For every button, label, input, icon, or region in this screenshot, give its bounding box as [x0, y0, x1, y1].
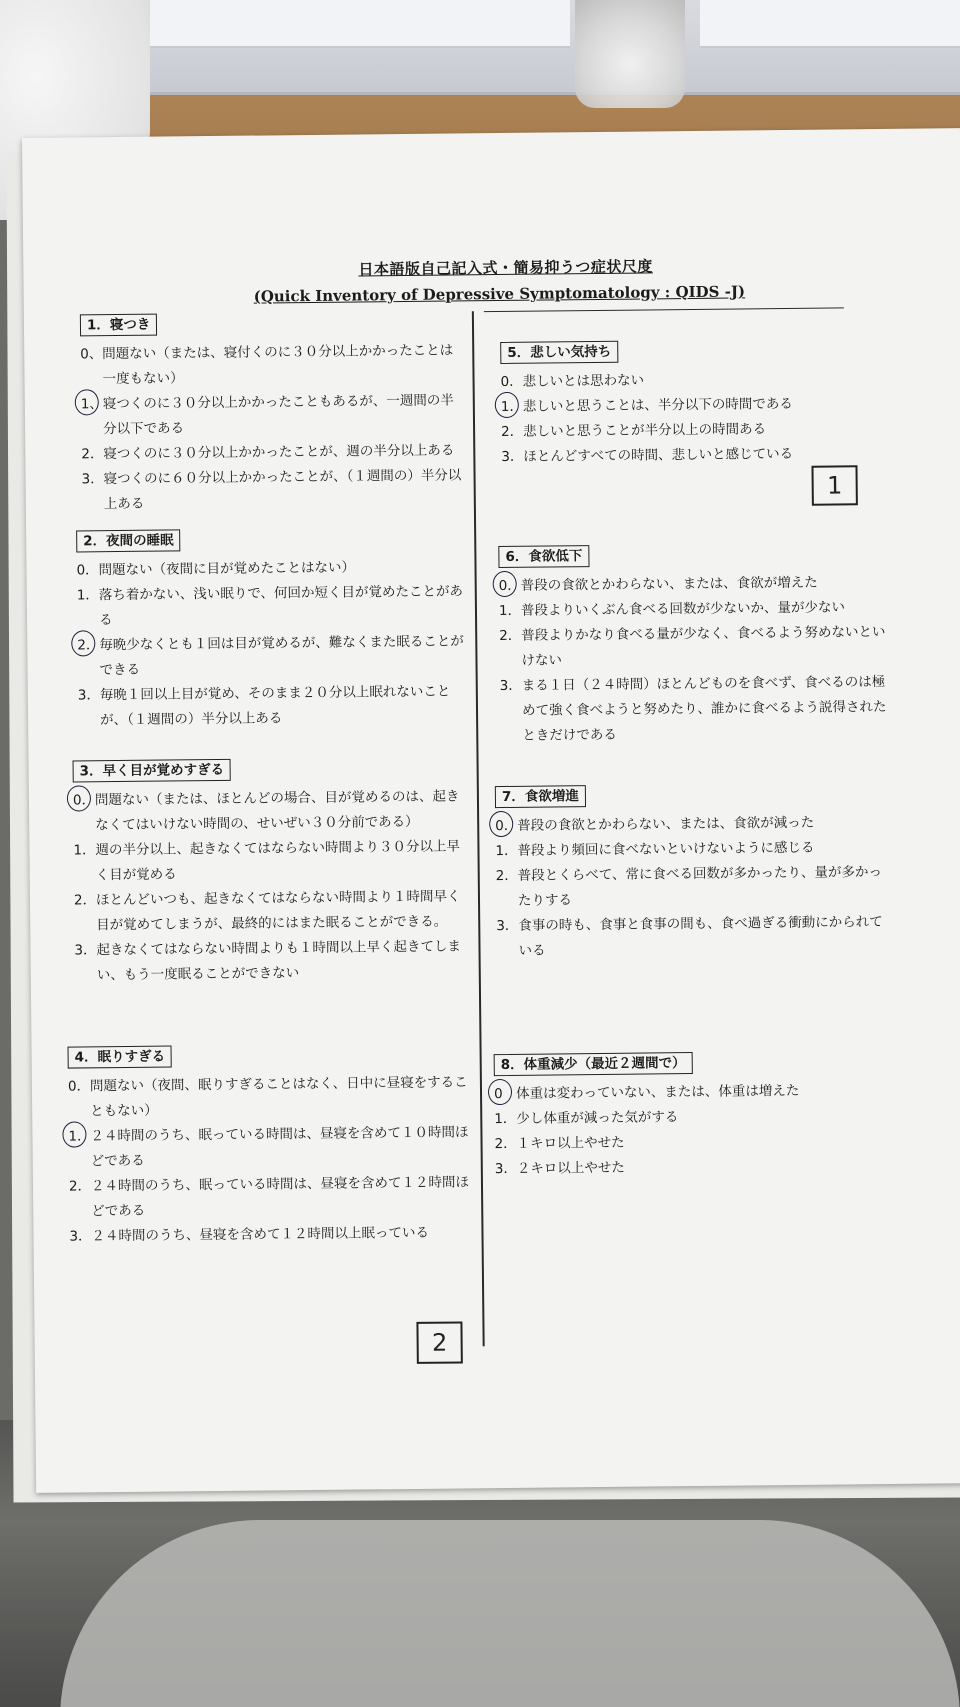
option-number: 2．	[499, 627, 522, 645]
binder-ring	[575, 0, 685, 108]
option-item[interactable]	[74, 934, 471, 988]
option-number: 3．	[77, 687, 101, 704]
option-number: 2．	[77, 633, 99, 658]
option-number: 0．	[73, 788, 95, 813]
section-title: 1．寝つき	[80, 314, 158, 337]
option-number: 1．	[73, 842, 96, 859]
section-title: 3．早く目が覚めすぎる	[73, 759, 232, 783]
section-title: 8．体重減少（最近２週間で）	[494, 1052, 693, 1076]
option-text: １キロ以上やせた	[516, 1134, 625, 1152]
questionnaire-sheet	[22, 128, 960, 1493]
option-number: 0．	[500, 373, 523, 391]
option-item-selected[interactable]	[73, 784, 470, 838]
section-sleep-onset	[80, 309, 467, 517]
document-title-ja: 日本語版自己記入式・簡易抑うつ症状尺度	[358, 257, 653, 279]
option-item[interactable]	[69, 1220, 469, 1249]
option-number: 0、	[80, 346, 103, 363]
option-item-selected[interactable]	[68, 1120, 469, 1174]
option-text: まる１日（２４時間）ほとんどものを食べず、食べるのは極めて強く食べようと努めたり、誰かに食べるよう説得されたときだけである	[521, 673, 887, 744]
option-item[interactable]	[69, 1170, 470, 1224]
option-number: 0	[494, 1082, 516, 1107]
option-number: 1、	[81, 392, 103, 417]
option-item[interactable]	[77, 579, 468, 633]
option-text: 寝つくのに３０分以上かかったことが、週の半分以上ある	[103, 442, 455, 463]
section-appetite-increase	[495, 781, 893, 964]
option-item-selected[interactable]	[81, 388, 467, 442]
section-night-sleep	[76, 525, 468, 733]
option-number: 3．	[81, 471, 104, 488]
option-item[interactable]	[68, 1070, 469, 1124]
option-number: 1．	[68, 1124, 90, 1149]
option-text: 起きなくてはならない時間よりも１時間以上早く起きてしまい、もう一度眠ることができない	[96, 938, 462, 984]
option-text: ２４時間のうち、眠っている時間は、昼寝を含めて１２時間ほどである	[90, 1174, 470, 1220]
section-sadness	[500, 337, 881, 470]
section-weight-loss	[494, 1049, 885, 1182]
option-item[interactable]	[80, 338, 466, 392]
option-text: 悲しいと思うことが半分以上の時間ある	[523, 421, 767, 440]
option-text: ほとんどすべての時間、悲しいと感じている	[523, 445, 794, 465]
option-number: 2．	[73, 892, 97, 909]
option-item[interactable]	[74, 884, 471, 938]
header-rule	[484, 307, 844, 312]
option-item[interactable]	[81, 463, 467, 517]
option-number: 3．	[501, 448, 524, 465]
option-text: 毎晩１回以上目が覚め、そのまま２０分以上眠れないことが、（１週間の）半分以上ある	[99, 683, 451, 729]
option-text: 普段とくらべて、常に食べる回数が多かったり、量が多かったりする	[517, 864, 883, 909]
option-number: 3．	[496, 917, 519, 935]
option-item-selected[interactable]	[77, 629, 468, 683]
option-number: 1．	[498, 602, 522, 620]
option-number: 3．	[499, 677, 522, 695]
option-number: 3．	[69, 1228, 92, 1245]
option-number: 3．	[74, 942, 97, 959]
option-text: 毎晩少なくとも１回は目が覚めるが、難なくまた眠ることができる	[99, 633, 464, 679]
section-early-waking	[73, 755, 471, 988]
option-item[interactable]	[500, 670, 891, 749]
option-number: 2．	[494, 1135, 517, 1153]
option-number: 2．	[68, 1178, 92, 1195]
option-text: 落ち着かない、浅い眠りで、何回か短く目が覚めたことがある	[98, 583, 464, 629]
section-appetite-decrease	[498, 541, 890, 749]
option-number: 3．	[494, 1160, 517, 1178]
option-item[interactable]	[496, 910, 893, 964]
option-text: ２キロ以上やせた	[516, 1159, 625, 1177]
option-text: ２４時間のうち、昼寝を含めて１２時間以上眠っている	[91, 1224, 430, 1245]
binder-sheet-right	[700, 0, 960, 48]
score-box-left: 2	[416, 1321, 462, 1363]
option-number: 0．	[499, 574, 521, 599]
option-number: 2．	[495, 867, 518, 885]
option-text: 寝つくのに３０分以上かかったこともあるが、一週間の半分以下である	[102, 392, 454, 438]
option-text: 問題ない（または、寝付くのに３０分以上かかったことは一度もない）	[102, 342, 454, 388]
option-number: 0．	[67, 1078, 91, 1095]
option-text: 問題ない（夜間、眠りすぎることはなく、日中に昼寝をすることもない）	[89, 1074, 468, 1120]
option-number: 2．	[81, 446, 104, 463]
option-number: 2．	[501, 423, 524, 440]
section-title: 4．眠りすぎる	[68, 1045, 173, 1068]
section-oversleep	[68, 1041, 470, 1249]
option-text: 普段よりいくぶん食べる回数が少ないか、量が少ない	[520, 599, 846, 619]
section-title: 5．悲しい気持ち	[500, 341, 618, 364]
option-number: 0．	[76, 562, 99, 579]
option-text: 寝つくのに６０分以上かかったことが、（１週間の）半分以上ある	[103, 467, 462, 513]
option-text: 食事の時も、食事と食事の間も、食べ過ぎる衝動にかられている	[518, 914, 883, 959]
option-text: 体重は変わっていない、または、体重は増えた	[515, 1082, 800, 1102]
option-number: 0．	[495, 814, 517, 839]
section-title: 6．食欲低下	[498, 545, 589, 568]
fabric-highlight	[60, 1520, 960, 1707]
option-item[interactable]	[499, 620, 890, 674]
option-number: 1．	[495, 842, 518, 860]
score-box-right: 1	[811, 465, 857, 505]
option-text: ほとんどいつも、起きなくてはならない時間より１時間早く目が覚めてしまうが、最終的にはまた眠ることができる。	[95, 888, 461, 934]
option-item[interactable]	[78, 679, 469, 733]
option-text: 悲しいと思うことは、半分以下の時間である	[522, 395, 793, 415]
option-text: 普段の食欲とかわらない、または、食欲が減った	[517, 814, 815, 834]
document-title-en: (Quick Inventory of Depressive Symptomatology : QIDS -J)	[253, 282, 746, 306]
option-text: 問題ない（夜間に目が覚めたことはない）	[98, 559, 356, 579]
option-text: 少し体重が減った気がする	[516, 1109, 679, 1127]
option-item[interactable]	[495, 1153, 885, 1182]
option-text: 週の半分以上、起きなくてはならない時間より３０分以上早く目が覚める	[95, 838, 461, 884]
section-title: 2．夜間の睡眠	[76, 529, 181, 552]
section-title: 7．食欲増進	[495, 785, 586, 808]
option-number: 1．	[494, 1110, 517, 1128]
option-text: ２４時間のうち、眠っている時間は、昼寝を含めて１０時間ほどである	[90, 1124, 469, 1170]
column-divider	[472, 311, 485, 1346]
option-text: 悲しいとは思わない	[522, 372, 645, 390]
option-item[interactable]	[496, 860, 893, 914]
option-text: 普段の食欲とかわらない、または、食欲が増えた	[520, 574, 818, 594]
option-item[interactable]	[73, 834, 470, 888]
option-text: 問題ない（または、ほとんどの場合、目が覚めるのは、起きなくてはいけない時間の、せいぜい３０分前である）	[94, 788, 460, 834]
option-number: 1．	[76, 587, 99, 604]
option-text: 普段より頻回に食べないといけないように感じる	[517, 839, 815, 859]
binder-sheet-left	[150, 0, 570, 48]
option-text: 普段よりかなり食べる量が少なく、食べるよう努めないといけない	[521, 623, 886, 669]
option-number: 1．	[501, 395, 523, 420]
